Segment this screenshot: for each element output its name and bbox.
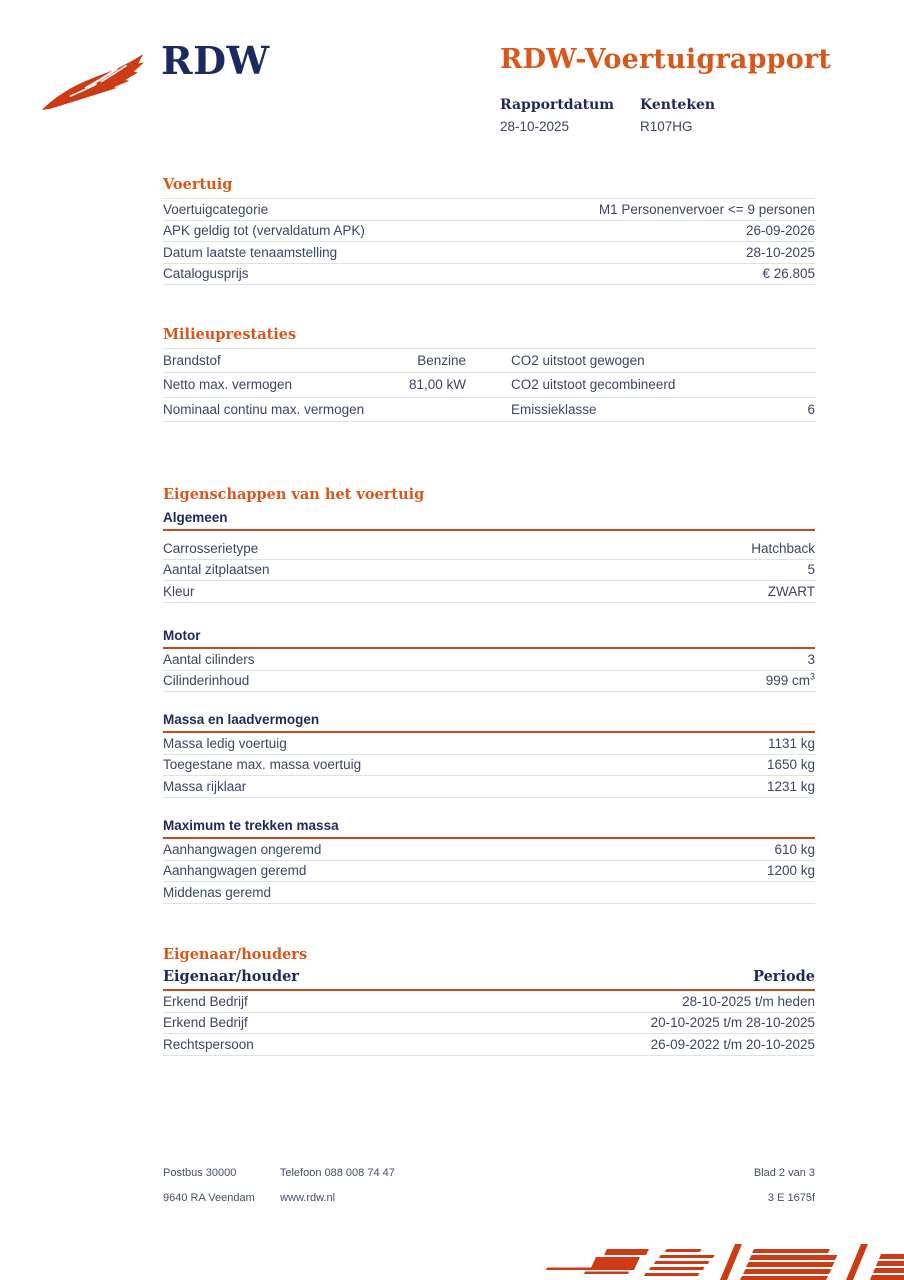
subsection-algemeen [163, 510, 815, 603]
subsection-title: Maximum te trekken massa [163, 818, 815, 839]
footer-line-2 [163, 1192, 815, 1204]
row-label: Cilinderinhoud [163, 673, 250, 689]
section-heading: Milieuprestaties [163, 326, 815, 349]
kenteken-value: R107HG [640, 119, 693, 134]
row-label: Massa rijklaar [163, 778, 247, 794]
maximum-table [163, 839, 815, 904]
table-row [163, 199, 815, 221]
rdw-feather-logo-icon [38, 52, 148, 114]
rapportdatum-value: 28-10-2025 [500, 119, 570, 134]
row-value: 3 [807, 651, 815, 667]
page-title: RDW-Voertuigrapport [500, 44, 832, 75]
table-row [163, 755, 815, 777]
row-label: APK geldig tot (vervaldatum APK) [163, 223, 365, 239]
row-label: Aanhangwagen geremd [163, 863, 307, 879]
row-label: Kleur [163, 583, 195, 599]
row-label: Aantal cilinders [163, 651, 255, 667]
superscript: 3 [809, 671, 815, 682]
row-value: 28-10-2025 [745, 244, 815, 260]
section-heading: Voertuig [163, 176, 815, 199]
row-value: ZWART [767, 583, 815, 599]
row-value: 81,00 kW [408, 377, 466, 393]
row-label: CO2 uitstoot gecombineerd [511, 377, 676, 393]
subsection-title: Massa en laadvermogen [163, 712, 815, 733]
footer-plaats: 9640 RA Veendam [163, 1192, 255, 1204]
owner-period: 20-10-2025 t/m 28-10-2025 [650, 1015, 815, 1031]
column-header-period: Periode [753, 968, 815, 985]
table-row [163, 581, 815, 603]
algemeen-table [163, 538, 815, 603]
row-value: 610 kg [774, 841, 815, 857]
massa-table [163, 733, 815, 798]
row-label: Voertuigcategorie [163, 201, 269, 217]
section-eigenschappen-heading [163, 486, 815, 508]
section-heading: Eigenschappen van het voertuig [163, 486, 425, 503]
table-row [163, 861, 815, 883]
row-label: Netto max. vermogen [163, 377, 293, 393]
table-row [163, 560, 815, 582]
subsection-maximum-te-trekken-massa [163, 818, 815, 904]
table-row [163, 733, 815, 755]
owner-period: 28-10-2025 t/m heden [682, 993, 815, 1009]
row-value: 1200 kg [766, 863, 815, 879]
table-row [163, 839, 815, 861]
owner-name: Erkend Bedrijf [163, 993, 248, 1009]
table-row [163, 991, 815, 1013]
row-label: Massa ledig voertuig [163, 735, 287, 751]
table-row [163, 349, 815, 373]
row-value: € 26.805 [762, 266, 815, 282]
row-value: M1 Personenvervoer <= 9 personen [598, 201, 815, 217]
footer-form-code: 3 E 1675f [767, 1192, 815, 1204]
table-row [163, 398, 815, 422]
footer-postbus: Postbus 30000 [163, 1167, 237, 1179]
row-value: 5 [807, 562, 815, 578]
row-label: Aanhangwagen ongeremd [163, 841, 322, 857]
kenteken-label: Kenteken [640, 97, 716, 113]
table-row [163, 221, 815, 243]
owner-name: Rechtspersoon [163, 1036, 254, 1052]
subsection-title: Motor [163, 628, 815, 649]
row-value: 6 [807, 401, 815, 417]
row-label: Emissieklasse [511, 401, 597, 417]
row-value: 999 $cm^3$ [765, 671, 815, 689]
section-milieuprestaties [163, 326, 815, 422]
table-row [163, 671, 815, 693]
row-label: CO2 uitstoot gewogen [511, 353, 645, 369]
section-voertuig [163, 176, 815, 285]
row-value: Hatchback [751, 540, 815, 556]
owner-period: 26-09-2022 t/m 20-10-2025 [650, 1036, 815, 1052]
row-label: Brandstof [163, 353, 221, 369]
row-label: Catalogusprijs [163, 266, 249, 282]
rapportdatum-label: Rapportdatum [500, 97, 615, 113]
table-row [163, 649, 815, 671]
row-label: Nominaal continu max. vermogen [163, 401, 365, 417]
owner-name: Erkend Bedrijf [163, 1015, 248, 1031]
table-row [163, 538, 815, 560]
owner-table-header [163, 968, 815, 991]
footer-website: www.rdw.nl [280, 1192, 336, 1204]
milieu-table [163, 349, 815, 422]
row-value: 1650 kg [766, 757, 815, 773]
row-value: 1231 kg [766, 778, 815, 794]
table-row [163, 1034, 815, 1056]
row-label: Aantal zitplaatsen [163, 562, 270, 578]
speed-stripes-graphic-icon [528, 1243, 904, 1280]
row-label: Datum laatste tenaamstelling [163, 244, 338, 260]
footer-telefoon: Telefoon 088 008 74 47 [279, 1167, 395, 1179]
row-label: Carrosserietype [163, 540, 259, 556]
row-value: 26-09-2026 [745, 223, 815, 239]
footer-line-1 [163, 1167, 815, 1179]
subsection-massa-en-laadvermogen [163, 712, 815, 798]
row-label: Middenas geremd [163, 884, 272, 900]
page-indicator: Blad 2 van 3 [753, 1167, 815, 1179]
table-row [163, 776, 815, 798]
subsection-title: Algemeen [163, 510, 815, 531]
table-row [163, 1013, 815, 1035]
table-row [163, 373, 815, 397]
row-value: 1131 kg [767, 735, 815, 751]
motor-table [163, 649, 815, 692]
row-label: Toegestane max. massa voertuig [163, 757, 362, 773]
table-row [163, 882, 815, 904]
column-header-owner: Eigenaar/houder [163, 968, 299, 985]
row-value: Benzine [417, 353, 466, 369]
table-row [163, 264, 815, 286]
owner-table [163, 991, 815, 1056]
rdw-wordmark: RDW [161, 38, 270, 83]
subsection-motor [163, 628, 815, 692]
table-row [163, 242, 815, 264]
section-heading: Eigenaar/houders [163, 946, 308, 963]
section-eigenaar-houders [163, 946, 815, 1056]
voertuig-table [163, 199, 815, 285]
